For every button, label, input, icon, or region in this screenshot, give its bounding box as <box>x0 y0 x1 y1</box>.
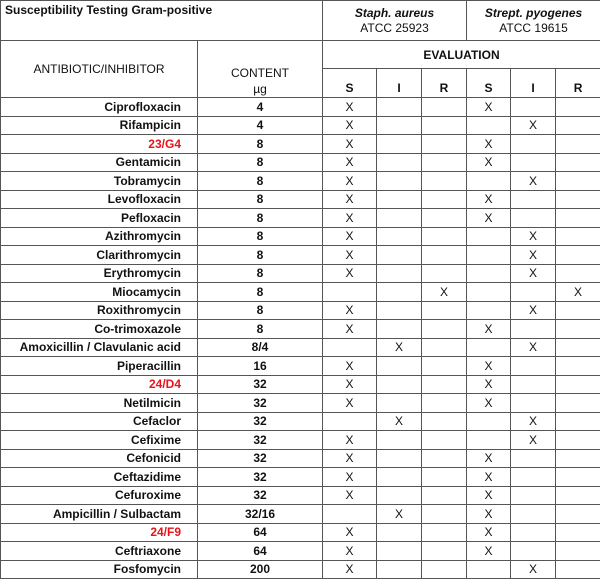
evaluation-cell: X <box>511 246 556 265</box>
evaluation-cell <box>422 505 467 524</box>
organism-species: Staph. aureus <box>323 7 466 19</box>
evaluation-cell <box>422 431 467 450</box>
evaluation-cell <box>422 468 467 487</box>
content-value: 32 <box>198 375 323 394</box>
content-label: CONTENT <box>231 66 289 80</box>
evaluation-cell: X <box>323 190 377 209</box>
content-value: 32 <box>198 412 323 431</box>
evaluation-cell <box>377 468 422 487</box>
evaluation-cell <box>467 560 511 579</box>
evaluation-cell <box>556 542 600 561</box>
evaluation-cell: X <box>323 153 377 172</box>
table-row <box>1 172 600 191</box>
table-row <box>1 375 600 394</box>
content-value: 8 <box>198 190 323 209</box>
evaluation-cell: X <box>323 98 377 117</box>
evaluation-cell <box>422 338 467 357</box>
evaluation-cell: X <box>377 338 422 357</box>
evaluation-cell <box>556 153 600 172</box>
evaluation-cell <box>422 412 467 431</box>
content-value: 200 <box>198 560 323 579</box>
evaluation-cell <box>511 523 556 542</box>
evaluation-cell <box>556 301 600 320</box>
evaluation-cell <box>511 190 556 209</box>
content-value: 8 <box>198 246 323 265</box>
evaluation-cell <box>377 227 422 246</box>
organism-staph-aureus <box>323 1 467 41</box>
evaluation-cell: X <box>323 394 377 413</box>
evaluation-cell: X <box>511 227 556 246</box>
evaluation-cell <box>377 153 422 172</box>
evaluation-cell: X <box>511 172 556 191</box>
antibiotic-name: Tobramycin <box>1 172 198 191</box>
evaluation-cell <box>377 375 422 394</box>
antibiotic-name: Cefaclor <box>1 412 198 431</box>
content-value: 16 <box>198 357 323 376</box>
antibiotic-name: Erythromycin <box>1 264 198 283</box>
evaluation-header: EVALUATION <box>323 41 600 69</box>
evaluation-cell: X <box>467 505 511 524</box>
evaluation-cell <box>422 98 467 117</box>
sir-header: R <box>556 69 600 98</box>
evaluation-cell <box>511 542 556 561</box>
evaluation-cell <box>422 209 467 228</box>
evaluation-cell <box>467 116 511 135</box>
evaluation-cell <box>511 357 556 376</box>
antibiotic-name: Fosfomycin <box>1 560 198 579</box>
evaluation-cell <box>556 468 600 487</box>
table-row <box>1 227 600 246</box>
evaluation-cell <box>422 153 467 172</box>
evaluation-cell <box>511 283 556 302</box>
table-row <box>1 153 600 172</box>
evaluation-cell <box>511 98 556 117</box>
evaluation-cell <box>422 560 467 579</box>
table-row <box>1 560 600 579</box>
evaluation-cell: X <box>323 560 377 579</box>
content-value: 8 <box>198 172 323 191</box>
content-value: 32/16 <box>198 505 323 524</box>
antibiotic-name: Cefixime <box>1 431 198 450</box>
table-row <box>1 301 600 320</box>
content-value: 32 <box>198 394 323 413</box>
antibiotic-name: Piperacillin <box>1 357 198 376</box>
evaluation-cell: X <box>323 227 377 246</box>
evaluation-cell <box>377 135 422 154</box>
content-value: 8 <box>198 209 323 228</box>
evaluation-cell <box>377 283 422 302</box>
table-row <box>1 486 600 505</box>
evaluation-cell: X <box>323 246 377 265</box>
evaluation-cell: X <box>323 542 377 561</box>
evaluation-cell <box>377 264 422 283</box>
evaluation-cell: X <box>467 449 511 468</box>
table-row <box>1 98 600 117</box>
evaluation-cell <box>422 227 467 246</box>
evaluation-cell <box>556 116 600 135</box>
evaluation-cell <box>422 357 467 376</box>
evaluation-cell <box>556 431 600 450</box>
evaluation-cell <box>467 264 511 283</box>
evaluation-cell: X <box>511 560 556 579</box>
evaluation-cell <box>556 505 600 524</box>
table-row <box>1 209 600 228</box>
evaluation-cell: X <box>323 135 377 154</box>
sir-header: S <box>323 69 377 98</box>
evaluation-cell: X <box>511 264 556 283</box>
table-row <box>1 412 600 431</box>
evaluation-cell <box>556 98 600 117</box>
evaluation-cell <box>422 542 467 561</box>
evaluation-cell <box>422 301 467 320</box>
antibiotic-name: Amoxicillin / Clavulanic acid <box>1 338 198 357</box>
header-row-organisms <box>1 1 600 41</box>
content-value: 64 <box>198 523 323 542</box>
evaluation-cell: X <box>511 431 556 450</box>
evaluation-cell <box>377 560 422 579</box>
evaluation-cell <box>422 449 467 468</box>
evaluation-cell: X <box>467 542 511 561</box>
evaluation-cell <box>467 338 511 357</box>
evaluation-cell: X <box>323 172 377 191</box>
evaluation-cell <box>377 172 422 191</box>
evaluation-cell: X <box>467 486 511 505</box>
evaluation-cell <box>556 412 600 431</box>
evaluation-cell: X <box>556 283 600 302</box>
antibiotic-name: Ciprofloxacin <box>1 98 198 117</box>
evaluation-cell <box>422 172 467 191</box>
evaluation-cell: X <box>467 375 511 394</box>
evaluation-cell: X <box>323 357 377 376</box>
table-row <box>1 542 600 561</box>
evaluation-cell: X <box>377 412 422 431</box>
antibiotic-name: Rifampicin <box>1 116 198 135</box>
evaluation-cell: X <box>511 412 556 431</box>
evaluation-cell <box>556 246 600 265</box>
evaluation-cell <box>422 320 467 339</box>
table-row <box>1 431 600 450</box>
evaluation-cell: X <box>467 320 511 339</box>
table-row <box>1 449 600 468</box>
table-row <box>1 523 600 542</box>
table-row <box>1 246 600 265</box>
table-row <box>1 283 600 302</box>
content-value: 32 <box>198 468 323 487</box>
evaluation-cell <box>511 135 556 154</box>
content-value: 8 <box>198 301 323 320</box>
organism-strain: ATCC 25923 <box>323 22 466 34</box>
sir-header: I <box>511 69 556 98</box>
evaluation-cell <box>377 209 422 228</box>
evaluation-cell: X <box>511 116 556 135</box>
antibiotic-name: Cefuroxime <box>1 486 198 505</box>
evaluation-cell: X <box>511 338 556 357</box>
evaluation-cell: X <box>467 468 511 487</box>
evaluation-cell <box>467 227 511 246</box>
evaluation-cell: X <box>323 116 377 135</box>
evaluation-cell <box>511 209 556 228</box>
evaluation-cell <box>323 412 377 431</box>
evaluation-cell <box>323 505 377 524</box>
antibiotic-name: Ceftazidime <box>1 468 198 487</box>
evaluation-cell <box>422 264 467 283</box>
evaluation-cell <box>377 486 422 505</box>
antibiotic-name: Clarithromycin <box>1 246 198 265</box>
evaluation-cell <box>467 283 511 302</box>
evaluation-cell <box>556 190 600 209</box>
evaluation-cell: X <box>323 375 377 394</box>
content-value: 8 <box>198 135 323 154</box>
antibiotic-name: Gentamicin <box>1 153 198 172</box>
evaluation-cell <box>511 486 556 505</box>
antibiotic-name: Ampicillin / Sulbactam <box>1 505 198 524</box>
evaluation-cell: X <box>323 486 377 505</box>
evaluation-cell: X <box>377 505 422 524</box>
antibiotic-name: 24/D4 <box>1 375 198 394</box>
evaluation-cell: X <box>467 153 511 172</box>
evaluation-cell <box>422 116 467 135</box>
evaluation-cell: X <box>323 449 377 468</box>
table-row <box>1 116 600 135</box>
evaluation-cell <box>556 338 600 357</box>
evaluation-cell: X <box>467 135 511 154</box>
antibiotic-name: Levofloxacin <box>1 190 198 209</box>
content-value: 8 <box>198 227 323 246</box>
antibiotic-name: Co-trimoxazole <box>1 320 198 339</box>
evaluation-cell <box>556 135 600 154</box>
evaluation-cell <box>377 523 422 542</box>
table-row <box>1 338 600 357</box>
antibiotic-name: Miocamycin <box>1 283 198 302</box>
content-value: 4 <box>198 98 323 117</box>
evaluation-cell <box>556 172 600 191</box>
evaluation-cell <box>377 116 422 135</box>
evaluation-cell <box>377 190 422 209</box>
evaluation-cell: X <box>323 320 377 339</box>
table-row <box>1 264 600 283</box>
evaluation-cell <box>467 246 511 265</box>
table-row <box>1 505 600 524</box>
evaluation-cell <box>377 394 422 413</box>
table-row <box>1 320 600 339</box>
table-row <box>1 468 600 487</box>
evaluation-cell: X <box>467 394 511 413</box>
content-value: 32 <box>198 431 323 450</box>
table-row <box>1 394 600 413</box>
sir-header: I <box>377 69 422 98</box>
antibiotic-name: Netilmicin <box>1 394 198 413</box>
evaluation-cell <box>422 375 467 394</box>
evaluation-cell: X <box>323 264 377 283</box>
evaluation-cell <box>511 468 556 487</box>
evaluation-cell <box>511 449 556 468</box>
evaluation-cell <box>556 560 600 579</box>
evaluation-cell <box>377 320 422 339</box>
evaluation-cell: X <box>422 283 467 302</box>
evaluation-cell: X <box>467 357 511 376</box>
evaluation-cell <box>556 523 600 542</box>
evaluation-cell <box>422 486 467 505</box>
antibiotic-name: Azithromycin <box>1 227 198 246</box>
evaluation-cell <box>323 283 377 302</box>
evaluation-cell <box>377 98 422 117</box>
evaluation-cell <box>377 542 422 561</box>
evaluation-cell <box>556 486 600 505</box>
table-row <box>1 357 600 376</box>
content-value: 8 <box>198 264 323 283</box>
content-value: 4 <box>198 116 323 135</box>
antibiotic-name: Pefloxacin <box>1 209 198 228</box>
content-unit: µg <box>198 83 322 95</box>
evaluation-cell <box>377 449 422 468</box>
content-value: 8 <box>198 153 323 172</box>
antibiotic-name: Roxithromycin <box>1 301 198 320</box>
evaluation-cell: X <box>467 209 511 228</box>
evaluation-cell: X <box>467 523 511 542</box>
evaluation-cell: X <box>323 431 377 450</box>
evaluation-cell <box>422 190 467 209</box>
evaluation-cell: X <box>323 523 377 542</box>
content-value: 32 <box>198 449 323 468</box>
evaluation-cell <box>422 246 467 265</box>
organism-strain: ATCC 19615 <box>467 22 600 34</box>
evaluation-cell <box>556 375 600 394</box>
evaluation-cell <box>511 153 556 172</box>
column-header-content <box>198 41 323 98</box>
evaluation-cell <box>556 320 600 339</box>
antibiotic-name: 24/F9 <box>1 523 198 542</box>
sir-header: R <box>422 69 467 98</box>
evaluation-cell <box>377 246 422 265</box>
evaluation-cell <box>422 523 467 542</box>
evaluation-cell <box>377 431 422 450</box>
sir-header: S <box>467 69 511 98</box>
evaluation-cell <box>467 301 511 320</box>
evaluation-cell: X <box>467 98 511 117</box>
evaluation-cell <box>377 357 422 376</box>
evaluation-cell <box>556 227 600 246</box>
evaluation-cell <box>377 301 422 320</box>
antibiotic-name: Cefonicid <box>1 449 198 468</box>
evaluation-cell <box>422 394 467 413</box>
content-value: 32 <box>198 486 323 505</box>
evaluation-cell <box>511 505 556 524</box>
organism-strept-pyogenes <box>467 1 600 41</box>
content-value: 64 <box>198 542 323 561</box>
evaluation-cell <box>511 320 556 339</box>
evaluation-cell <box>467 431 511 450</box>
column-header-antibiotic: ANTIBIOTIC/INHIBITOR <box>1 41 198 98</box>
organism-species: Strept. pyogenes <box>467 7 600 19</box>
evaluation-cell: X <box>467 190 511 209</box>
evaluation-cell <box>556 357 600 376</box>
evaluation-cell <box>556 264 600 283</box>
content-value: 8 <box>198 320 323 339</box>
evaluation-cell: X <box>323 468 377 487</box>
evaluation-cell <box>556 394 600 413</box>
evaluation-cell: X <box>323 301 377 320</box>
evaluation-cell: X <box>323 209 377 228</box>
antibiotic-name: Ceftriaxone <box>1 542 198 561</box>
evaluation-cell <box>323 338 377 357</box>
table-title: Susceptibility Testing Gram-positive <box>1 1 323 41</box>
evaluation-cell <box>511 375 556 394</box>
antibiotic-name: 23/G4 <box>1 135 198 154</box>
evaluation-cell <box>422 135 467 154</box>
table-row <box>1 190 600 209</box>
evaluation-cell <box>467 172 511 191</box>
evaluation-cell <box>556 209 600 228</box>
evaluation-cell <box>511 394 556 413</box>
table-row <box>1 135 600 154</box>
evaluation-cell: X <box>511 301 556 320</box>
evaluation-cell <box>556 449 600 468</box>
header-row-evaluation <box>1 41 600 69</box>
content-value: 8/4 <box>198 338 323 357</box>
content-value: 8 <box>198 283 323 302</box>
evaluation-cell <box>467 412 511 431</box>
